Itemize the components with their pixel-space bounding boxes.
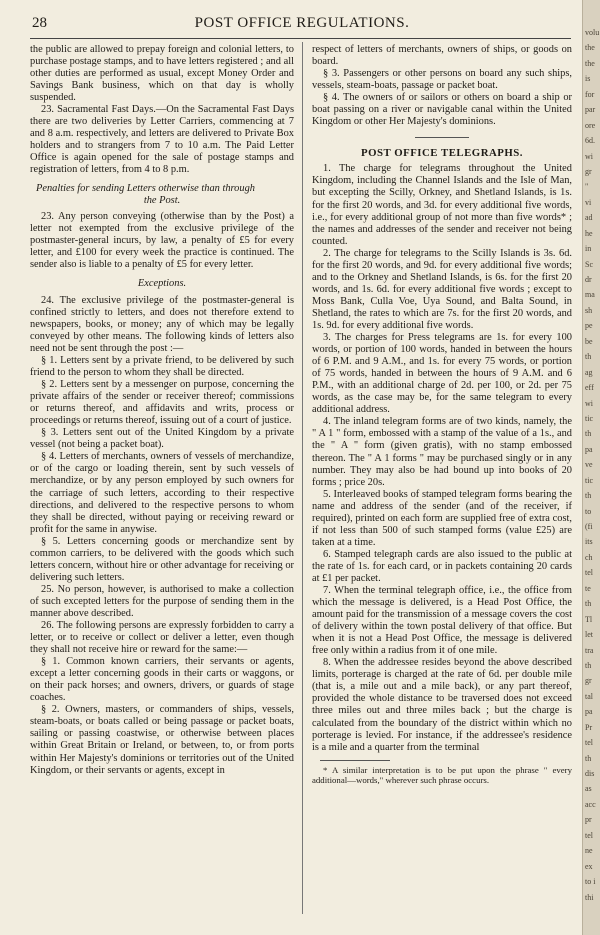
section-heading-penalties <box>30 183 294 207</box>
adjacent-page-fragment: th <box>585 753 592 763</box>
paragraph: § 4. Letters of merchants, owners of vessels of merchandize, or of the cargo or loading therein, sent by such vessels of merchandize, or by any person employed by such owners for the carriage of such letters, according to their respective directions, and delivered to the respective persons to whom they shall be directed, without paying or receiving reward or profit for the same in anywise. <box>30 451 294 535</box>
page-header <box>32 15 572 33</box>
paragraph: § 2. Letters sent by a messenger on purpose, concerning the private affairs of the sender or receiver thereof; commissions or returns thereof, and affidavits and writs, process or proceedings or returns thereof, issuing out of a court of justice. <box>30 379 294 427</box>
adjacent-page-fragment: pa <box>585 444 593 454</box>
paragraph: the public are allowed to prepay foreign and colonial letters, to purchase postage stamps, and to have letters registered ; and all other duties are performed as usual, except Money Order and Savings Bank business, which on that day is wholly suspended. <box>30 44 294 104</box>
adjacent-page-fragment: ch <box>585 552 593 562</box>
adjacent-page-fragment: eff <box>585 383 594 393</box>
paragraph: 26. The following persons are expressly forbidden to carry a letter, or to receive or collect or deliver a letter, even though they shall not receive hire or reward for the same:— <box>30 620 294 656</box>
adjacent-page-fragment: ne <box>585 846 593 856</box>
adjacent-page-fragment: th <box>585 491 592 501</box>
adjacent-page-fragment: ma <box>585 290 595 300</box>
adjacent-page-fragment: th <box>585 599 592 609</box>
adjacent-page-fragment: ag <box>585 367 593 377</box>
adjacent-page-fragment: ad <box>585 213 593 223</box>
paragraph-sacramental-fast-days: 23. Sacramental Fast Days.—On the Sacramental Fast Days there are two deliveries by Letter Carriers, commencing at 7 and 8 a.m. respectively, and letters are delivered to Private Box holders and to strangers from 7 to 10 a.m. The Paid Letter Office is again opened for the sale of postage stamps and registration of letters, from 4 to 8 p.m. <box>30 104 294 176</box>
heading-line: the Post. <box>143 194 181 206</box>
paragraph: § 3. Passengers or other persons on board any such ships, vessels, steam-boats, passage or packet boat. <box>312 68 572 92</box>
paragraph: § 2. Owners, masters, or commanders of ships, vessels, steam-boats, or boats called or being passage or packet boats, sailing or passing coastwise, or otherwise between places within Great Britain or Ireland, or between, to, or from ports within Her Majesty's dominions or territories out of the United Kingdom, or their servants or agents, except in <box>30 704 294 776</box>
section-heading-exceptions: Exceptions. <box>137 277 187 289</box>
paragraph: 23. Any person conveying (otherwise than by the Post) a letter not exempted from the exclusive privilege of the postmaster-general incurs, by law, a penalty of £5 for every letter, and £100 for every week the practice is continued. The sender also is liable to a penalty of £5 for every letter. <box>30 210 294 270</box>
adjacent-page-fragment: tic <box>585 413 593 423</box>
adjacent-page-fragment: Sc <box>585 259 593 269</box>
adjacent-page-fragment: is <box>585 74 591 84</box>
adjacent-page-fragment: the <box>585 58 595 68</box>
paragraph: 5. Interleaved books of stamped telegram forms bearing the name and address of the sender (and of the receiver, if required), printed on each form are supplied free of extra cost, if not less than 500 of such stamped forms (value £25) are taken at a time. <box>312 488 572 548</box>
adjacent-page-fragment: th <box>585 352 592 362</box>
paragraph: 24. The exclusive privilege of the postmaster-general is confined strictly to letters, and does not therefore extend to newspapers, books, or money; any of which may be legally conveyed by other means. The following kinds of letters also need not be sent through the post :— <box>30 294 294 354</box>
adjacent-page-fragment: te <box>585 583 591 593</box>
adjacent-page-fragment: th <box>585 660 592 670</box>
adjacent-page-fragment: thi <box>585 892 594 902</box>
adjacent-page-fragment: wi <box>585 151 593 161</box>
right-column <box>312 44 572 785</box>
adjacent-page-fragment: tel <box>585 568 593 578</box>
paragraph: § 4. The owners of or sailors or others on board a ship or boat passing on a river or navigable canal within the United Kingdom or other Her Majesty's dominions. <box>312 92 572 128</box>
adjacent-page-fragment: Pr <box>585 722 593 732</box>
adjacent-page-fragment: dis <box>585 769 595 779</box>
adjacent-page-fragment: sh <box>585 305 593 315</box>
adjacent-page-fragment: as <box>585 784 592 794</box>
section-divider <box>415 137 469 138</box>
adjacent-page-fragment: its <box>585 537 593 547</box>
paragraph: 2. The charge for telegrams to the Scilly Islands is 3s. 6d. for the first 20 words, and 9d. for every additional five words; and to the Orkney and Shetland Islands, is 6s. for the first 20 words, and 1s. 6d. for every additional five words ; except to Moss Bank, Culla Voe, Uya Sound, and Balta Sound, in Shetland, the rates to which are 7s. for the first 20 words, and 1s. 9d. for every additional five words. <box>312 247 572 331</box>
column-divider <box>302 42 303 914</box>
adjacent-page-fragment: to i <box>585 877 596 887</box>
paragraph: 8. When the addressee resides beyond the above described limits, porterage is charged at the rate of 6d. per double mile (that is, a mile out and a mile back), or any part thereof, provided the whole distance to be traversed does not exceed three miles out and three miles back ; but the charge is calculated from the boundary of the district within which no porterage is levied. For instance, if the addressee's residence is a mile and a quarter from the terminal <box>312 657 572 753</box>
paragraph: 7. When the terminal telegraph office, i.e., the office from which the message is delivered, is a Head Post Office, the amount paid for the transmission of a message covers the cost of delivery within the town postal delivery of that office. But when it is not a Head Post Office, the message is delivered free only within a radius from it of one mile. <box>312 585 572 657</box>
section-heading-telegraphs: POST OFFICE TELEGRAPHS. <box>361 147 523 160</box>
adjacent-page-fragment: volu <box>585 28 600 37</box>
adjacent-page-fragment: 6d. <box>585 136 595 146</box>
adjacent-page-fragment: par <box>585 105 596 115</box>
paragraph: 25. No person, however, is authorised to make a collection of such excepted letters for the purpose of sending them in the manner above described. <box>30 583 294 619</box>
adjacent-page-fragment: the <box>585 43 595 53</box>
paragraph: 4. The inland telegram forms are of two kinds, namely, the " A 1 " form, embossed with a stamp of the value of a 1s., and the " A " form (given gratis), with no stamp embossed thereon. The " A 1 forms " may be purchased singly or in any number. They may also be had bound up into books of 20 forms ; price 20s. <box>312 416 572 488</box>
adjacent-page-fragment: he <box>585 228 593 238</box>
heading-line: Penalties for sending Letters otherwise than through <box>36 182 255 194</box>
adjacent-page-fragment: tra <box>585 645 594 655</box>
paragraph: respect of letters of merchants, owners of ships, or goods on board. <box>312 44 572 68</box>
left-column <box>30 44 294 777</box>
adjacent-page-fragment: tel <box>585 830 593 840</box>
adjacent-page-fragment: in <box>585 244 592 254</box>
adjacent-page-fragment: ex <box>585 861 593 871</box>
footnote: * A similar interpretation is to be put upon the phrase " every additional—words," wherever such phrase occurs. <box>312 764 572 785</box>
adjacent-page-fragment: vi <box>585 197 592 207</box>
adjacent-page-fragment: (fi <box>585 522 593 532</box>
paragraph: § 1. Letters sent by a private friend, to be delivered by such friend to the person to whom they shall be directed. <box>30 354 294 379</box>
adjacent-page-fragment: to <box>585 506 592 516</box>
adjacent-page-fragment: th <box>585 429 592 439</box>
adjacent-page-fragment: dr <box>585 275 592 285</box>
adjacent-page-fragment: for <box>585 89 595 99</box>
adjacent-page-fragment: tal <box>585 691 593 701</box>
adjacent-page-fragment: tic <box>585 475 593 485</box>
paragraph: 3. The charges for Press telegrams are 1s. for every 100 words, or portion of 100 words, handed in between the hours of 6 P.M. and 9 A.M., and 1s. for every 75 words, or portion of 75 words, handed in between the hours of 9 A.M. and 6 P.M., with an additional charge of 2d. per 100, or 2d. per 75 words, as the case may be, for the same telegram to every additional address. <box>312 332 572 416</box>
paragraph: § 5. Letters concerning goods or merchandize sent by common carriers, to be delivered with the goods which such letters concern, without hire or other advantage for receiving or delivering such letters. <box>30 535 294 583</box>
paragraph: 1. The charge for telegrams throughout the United Kingdom, including the Channel Islands and the Isle of Man, but excepting the Scilly, Orkney, and Shetland Islands, is 1s. for the first 20 words, and 3d. for every additional five words, i.e., for every additional group of not more than five words* ; the names and addresses of the sender and receiver not being counted. <box>312 163 572 247</box>
adjacent-page-fragment: pe <box>585 321 593 331</box>
paragraph: § 3. Letters sent out of the United Kingdom by a private vessel (not being a packet boat). <box>30 427 294 451</box>
adjacent-page-edge <box>582 0 600 935</box>
footnote-rule <box>320 760 390 761</box>
adjacent-page-fragment: ve <box>585 460 593 470</box>
adjacent-page-fragment: acc <box>585 799 596 809</box>
adjacent-page-fragment: wi <box>585 398 593 408</box>
adjacent-page-fragment: be <box>585 336 593 346</box>
adjacent-page-fragment: ore <box>585 120 596 130</box>
adjacent-page-fragment: pr <box>585 815 592 825</box>
adjacent-page-fragment: Tl <box>585 614 593 624</box>
adjacent-page-fragment: pa <box>585 707 593 717</box>
adjacent-page-fragment: gr <box>585 166 592 176</box>
paragraph: § 1. Common known carriers, their servants or agents, except a letter concerning goods in their carts or waggons, or on their pack horses; and owners, drivers, or guards of stage coaches. <box>30 656 294 704</box>
adjacent-page-fragment: tel <box>585 738 593 748</box>
adjacent-page-fragment: gr <box>585 676 592 686</box>
running-title: POST OFFICE REGULATIONS. <box>194 15 410 31</box>
adjacent-page-fragment: let <box>585 630 593 640</box>
page-number: 28 <box>32 15 47 31</box>
paragraph: 6. Stamped telegraph cards are also issued to the public at the rate of 1s. for each card, or in packets containing 20 cards at £1 per packet. <box>312 548 572 584</box>
header-rule <box>30 38 571 39</box>
adjacent-page-fragment: " <box>585 182 589 192</box>
